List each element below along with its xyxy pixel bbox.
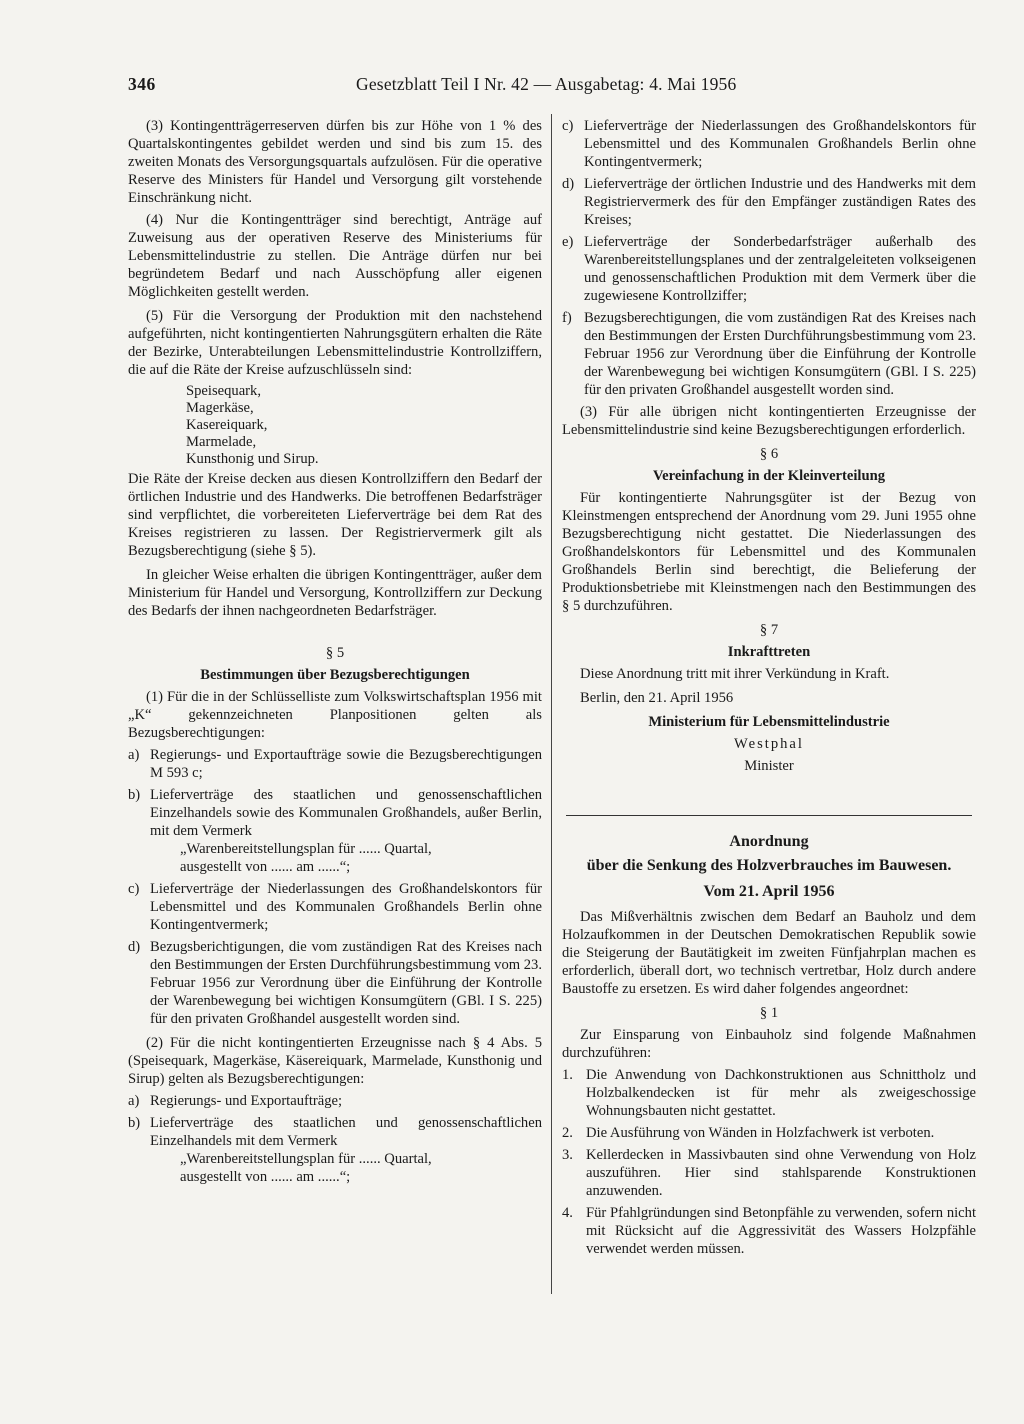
quote-line: ausgestellt von ...... am ......“; (180, 859, 351, 875)
list-marker: d) (128, 939, 141, 955)
list-marker: e) (562, 234, 574, 250)
list-item (562, 175, 976, 229)
list-text: Die Ausführung von Wänden in Holzfachwerk ist verboten. (586, 1125, 935, 1141)
section-7-title: Inkrafttreten (727, 644, 811, 660)
paragraph-5-3: (3) Für alle übrigen nicht kontingentierten Erzeugnisse der Lebensmittelindustrie sind keine Bezugsberechtigungen erforderlich. (562, 404, 976, 438)
right-column (562, 117, 976, 779)
list-text: Lieferverträge der Sonderbedarfsträger außerhalb des Warenbereitstellungsplanes und der zentralgeleiteten volkseigenen und genossenschaftlichen Produktion mit dem Vermerk über die zugewiesene Kontrollziffer; (584, 234, 976, 304)
paragraph-4-5-c: In gleicher Weise erhalten die übrigen Kontingentträger, außer dem Ministerium für Handel und Versorgung, Kontrollziffern zur Deckung des Bedarfs der ihnen nachgeordneten Bedarfsträger. (128, 567, 542, 619)
product-item: Kasereiquark, (186, 417, 268, 433)
list-marker: a) (128, 747, 140, 763)
paragraph-4-4: (4) Nur die Kontingentträger sind berechtigt, Anträge auf Zuweisung aus der operativen Reserve des Ministeriums für Lebensmittelindustrie zu stellen. Die Anträge dürfen nur bei begründetem Bedarf und nach Ausschöpfung aller eigenen Möglichkeiten gestellt werden. (128, 212, 542, 300)
list-text: Lieferverträge der Niederlassungen des Großhandelskontors für Lebensmittel und des Kommunalen Großhandels Berlin ohne Kontingentvermerk; (150, 881, 542, 933)
list-text: Regierungs- und Exportaufträge sowie die Bezugsberechtigungen M 593 c; (150, 747, 542, 781)
list-text: Die Anwendung von Dachkonstruktionen aus Schnittholz und Holzbalkendecken ist für mehr als zweigeschossige Wohnungsbauten nicht gestattet. (586, 1067, 976, 1119)
paragraph-4-5-b: Die Räte der Kreise decken aus diesen Kontrollziffern den Bedarf der örtlichen Industrie und des Handwerks. Die betroffenen Bedarfsträger sind verpflichtet, die vorbereiteten Lieferverträge bei dem Rat des Kreises registrieren zu lassen. Der Registriervermerk gilt als Bezugsberechtigung (siehe § 5). (128, 471, 542, 559)
list-item (128, 938, 542, 1028)
product-item: Magerkäse, (186, 400, 254, 416)
section-6-title: Vereinfachung in der Kleinverteilung (652, 468, 886, 484)
list-item (562, 1124, 976, 1142)
quote-line: „Warenbereitstellungsplan für ...... Quartal, (180, 1151, 432, 1167)
list-marker: d) (562, 176, 575, 192)
announcement-intro: Das Mißverhältnis zwischen dem Bedarf an Bauholz und dem Holzaufkommen in der Deutschen Demokratischen Republik sowie die Steigerung der Bautätigkeit im zweiten Fünfjahrplan machen es erforderlich, überall dort, wo technisch vertretbar, Holz durch andere Baustoffe zu ersetzen. Es wird daher folgendes angeordnet: (562, 909, 976, 997)
list-item (128, 746, 542, 782)
list-marker: c) (128, 881, 140, 897)
list-item (128, 786, 542, 876)
announcement-date: Vom 21. April 1956 (703, 883, 835, 900)
list-marker: 1. (562, 1067, 573, 1083)
section-5-number: § 5 (325, 645, 345, 661)
list-item (562, 1146, 976, 1200)
product-list (128, 383, 542, 468)
list-marker: b) (128, 1115, 141, 1131)
list-item (562, 1066, 976, 1120)
section-1-number: § 1 (759, 1005, 779, 1021)
section-1-intro: Zur Einsparung von Einbauholz sind folgende Maßnahmen durchzuführen: (562, 1027, 976, 1061)
announcement-title: Anordnung (729, 833, 809, 850)
signer-name: Westphal (734, 736, 804, 752)
list-text: Lieferverträge der örtlichen Industrie und des Handwerks mit dem Registriervermerk des für den Empfänger zuständigen Rates des Kreises; (584, 176, 976, 228)
list-marker: c) (562, 118, 574, 134)
section-5-title: Bestimmungen über Bezugsberechtigungen (200, 667, 470, 683)
left-column (128, 117, 542, 1190)
page-header (128, 74, 784, 98)
paragraph-4-3: (3) Kontingentträgerreserven dürfen bis zur Höhe von 1 % des Quartalskontingentes gebildet werden und sind bis zum 15. des zweiten Monats des Versorgungsquartals aufzulösen. Für die operative Reserve des Ministers für Handel und Versorgung gilt vorstehende Einschränkung nicht. (128, 118, 542, 206)
list-item (128, 880, 542, 934)
section-5-paragraph-2: (2) Für die nicht kontingentierten Erzeugnisse nach § 4 Abs. 5 (Speisequark, Magerkäse, Käsereiquark, Marmelade, Kunsthonig und Sirup) gelten als Bezugsberechtigungen: (128, 1035, 542, 1087)
list-item (128, 1114, 542, 1186)
section-5-paragraph-1: (1) Für die in der Schlüsselliste zum Volkswirtschaftsplan 1956 mit „K“ gekennzeichneten Planpositionen gelten als Bezugsberechtigungen: (128, 689, 542, 741)
place-date: Berlin, den 21. April 1956 (580, 690, 734, 706)
section-6-text: Für kontingentierte Nahrungsgüter ist der Bezug von Kleinstmengen entsprechend der Anordnung vom 29. Juni 1955 ohne Bezugsberechtigung nicht gestattet. Die Niederlassungen des Großhandelskontors für Lebensmittel und des Kommunalen Großhandels Berlin sind berechtigt, die Belieferung der Produktionsbetriebe mit Kleinstmengen nach den Bestimmungen des § 5 durchzuführen. (562, 490, 976, 614)
quote-line: „Warenbereitstellungsplan für ...... Quartal, (180, 841, 432, 857)
product-item: Speisequark, (186, 383, 261, 399)
list-text: Für Pfahlgründungen sind Betonpfähle zu verwenden, sofern nicht mit Rücksicht auf die Aggressivität des Wassers Holzpfähle verwendet werden müssen. (586, 1205, 976, 1257)
product-item: Marmelade, (186, 434, 257, 450)
list-text: Lieferverträge der Niederlassungen des Großhandelskontors für Lebensmittel und des Kommunalen Großhandels Berlin ohne Kontingentvermerk; (584, 118, 976, 170)
list-item (562, 233, 976, 305)
paragraph-4-5: (5) Für die Versorgung der Produktion mit den nachstehend aufgeführten, nicht kontingentierten Nahrungsgütern erhalten die Räte der Bezirke, Unterabteilungen Lebensmittelindustrie Kontrollziffern, die auf die Räte der Kreise aufzuschlüsseln sind: (128, 308, 542, 378)
list-marker: 4. (562, 1205, 573, 1221)
list-marker: 3. (562, 1147, 573, 1163)
quote-line: ausgestellt von ...... am ......“; (180, 1169, 351, 1185)
product-item: Kunsthonig und Sirup. (186, 451, 319, 467)
section-7-number: § 7 (759, 622, 779, 638)
section-7-text: Diese Anordnung tritt mit ihrer Verkündung in Kraft. (580, 666, 890, 682)
column-rule (551, 114, 552, 1294)
list-text: Lieferverträge des staatlichen und genossenschaftlichen Einzelhandels mit dem Vermerk (150, 1115, 542, 1149)
announcement-subtitle: über die Senkung des Holzverbrauches im Bauwesen. (586, 857, 952, 874)
list-marker: f) (562, 310, 572, 326)
list-text: Lieferverträge des staatlichen und genossenschaftlichen Einzelhandels sowie des Kommunalen Großhandels, außer Berlin, mit dem Vermerk (150, 787, 542, 839)
list-text: Bezugsberichtigungen, die vom zuständigen Rat des Kreises nach den Bestimmungen der Ersten Durchführungsbestimmung vom 23. Februar 1956 zur Verordnung über die Einführung der Kontrolle der Warenbewegung bei wichtigen Konsumgütern (GBl. I S. 225) für den privaten Großhandel ausgestellt worden sind. (150, 939, 542, 1027)
right-column-lower (562, 832, 976, 1262)
running-title: Gesetzblatt Teil I Nr. 42 — Ausgabetag: 4. Mai 1956 (356, 74, 737, 94)
measures-list (562, 1066, 976, 1258)
list-text: Regierungs- und Exportaufträge; (150, 1093, 343, 1109)
section-6-number: § 6 (759, 446, 779, 462)
list-item (128, 1092, 542, 1110)
ministry-name: Ministerium für Lebensmittelindustrie (648, 714, 890, 730)
section-divider (566, 815, 972, 816)
list-marker: 2. (562, 1125, 573, 1141)
list-marker: b) (128, 787, 141, 803)
signer-title: Minister (744, 758, 794, 774)
list-marker: a) (128, 1093, 140, 1109)
list-item (562, 1204, 976, 1258)
list-text: Bezugsberechtigungen, die vom zuständigen Rat des Kreises nach den Bestimmungen der Ersten Durchführungsbestimmung vom 23. Februar 1956 zur Verordnung über die Einführung der Kontrolle der Warenbewegung bei wichtigen Konsumgütern (GBl. I S. 225) für den privaten Großhandel ausgestellt worden sind. (584, 310, 976, 398)
list-item (562, 117, 976, 171)
page-number: 346 (128, 74, 156, 94)
list-item (562, 309, 976, 399)
list-text: Kellerdecken in Massivbauten sind ohne Verwendung von Holz auszuführen. Hier sind stahlsparende Konstruktionen anzuwenden. (586, 1147, 976, 1199)
